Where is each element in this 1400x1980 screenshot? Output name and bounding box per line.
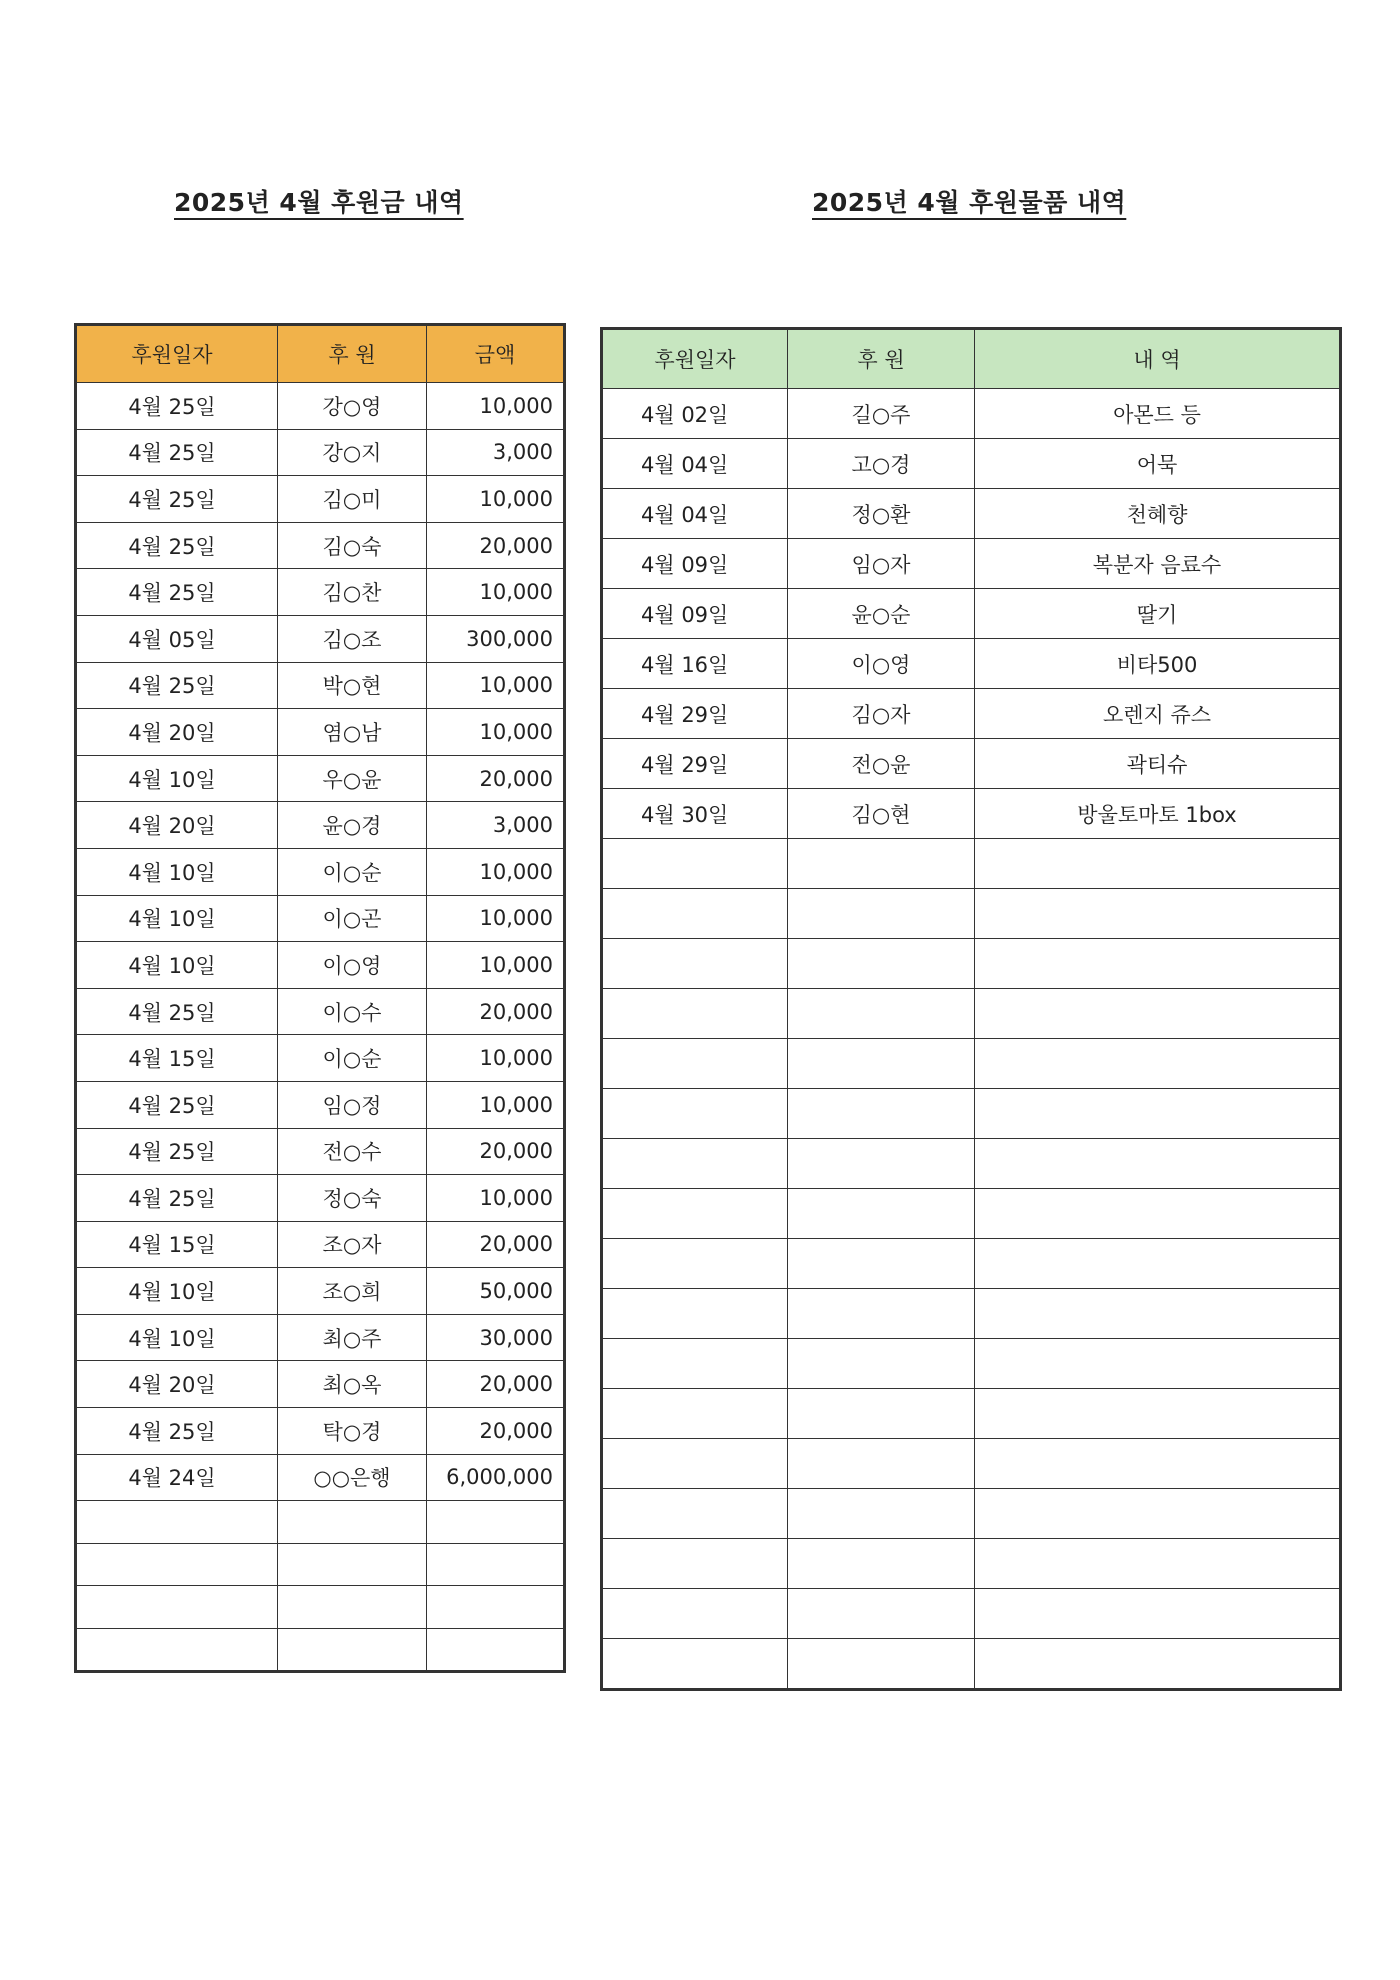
money-cell-date: 4월 10일 <box>76 895 278 942</box>
goods-empty-cell <box>788 1639 975 1690</box>
money-empty-cell <box>76 1586 278 1629</box>
goods-empty-cell <box>602 1589 788 1639</box>
goods-cell-item: 딸기 <box>975 589 1341 639</box>
money-cell-amount: 30,000 <box>427 1314 565 1361</box>
money-cell-date: 4월 10일 <box>76 755 278 802</box>
goods-row <box>602 589 1341 639</box>
goods-empty-cell <box>975 939 1341 989</box>
money-cell-donor: 조○자 <box>278 1221 427 1268</box>
goods-title: 2025년 4월 후원물품 내역 <box>812 188 1127 217</box>
money-header-row <box>76 325 565 383</box>
money-cell-amount: 10,000 <box>427 1081 565 1128</box>
goods-empty-cell <box>975 1539 1341 1589</box>
money-cell-amount: 10,000 <box>427 942 565 989</box>
goods-empty-cell <box>788 1289 975 1339</box>
money-cell-date: 4월 05일 <box>76 615 278 662</box>
money-cell-amount: 20,000 <box>427 1128 565 1175</box>
money-row <box>76 709 565 756</box>
money-cell-donor: 강○영 <box>278 383 427 430</box>
money-row <box>76 1128 565 1175</box>
goods-cell-date: 4월 29일 <box>602 739 788 789</box>
donation-goods-table <box>600 327 1342 1691</box>
goods-row <box>602 389 1341 439</box>
goods-header-donor: 후 원 <box>788 329 975 389</box>
goods-cell-donor: 윤○순 <box>788 589 975 639</box>
money-cell-date: 4월 25일 <box>76 429 278 476</box>
goods-empty-cell <box>788 1589 975 1639</box>
goods-empty-row <box>602 1489 1341 1539</box>
goods-empty-cell <box>788 1439 975 1489</box>
money-empty-cell <box>278 1628 427 1672</box>
goods-empty-cell <box>788 1039 975 1089</box>
goods-row <box>602 489 1341 539</box>
goods-empty-cell <box>602 1039 788 1089</box>
goods-empty-cell <box>975 1289 1341 1339</box>
money-empty-cell <box>427 1543 565 1586</box>
goods-empty-cell <box>788 1539 975 1589</box>
goods-empty-cell <box>602 839 788 889</box>
money-cell-amount: 10,000 <box>427 662 565 709</box>
goods-empty-cell <box>602 939 788 989</box>
money-cell-amount: 3,000 <box>427 429 565 476</box>
goods-empty-cell <box>602 989 788 1039</box>
money-header-amount: 금액 <box>427 325 565 383</box>
donation-money-table <box>74 323 566 1673</box>
money-cell-donor: 윤○경 <box>278 802 427 849</box>
goods-empty-row <box>602 839 1341 889</box>
money-cell-donor: 이○영 <box>278 942 427 989</box>
money-cell-donor: 이○수 <box>278 988 427 1035</box>
money-cell-donor: 박○현 <box>278 662 427 709</box>
money-cell-date: 4월 24일 <box>76 1454 278 1501</box>
money-cell-amount: 10,000 <box>427 895 565 942</box>
goods-empty-row <box>602 939 1341 989</box>
goods-empty-cell <box>788 839 975 889</box>
money-cell-amount: 3,000 <box>427 802 565 849</box>
money-cell-amount: 50,000 <box>427 1268 565 1315</box>
goods-empty-row <box>602 1039 1341 1089</box>
goods-cell-item: 비타500 <box>975 639 1341 689</box>
goods-empty-cell <box>788 1489 975 1539</box>
money-cell-amount: 20,000 <box>427 1408 565 1455</box>
goods-row <box>602 789 1341 839</box>
goods-empty-cell <box>788 1339 975 1389</box>
money-row <box>76 942 565 989</box>
money-row <box>76 615 565 662</box>
money-empty-cell <box>427 1628 565 1672</box>
money-row <box>76 1035 565 1082</box>
goods-row <box>602 539 1341 589</box>
money-cell-date: 4월 10일 <box>76 848 278 895</box>
money-cell-date: 4월 10일 <box>76 1268 278 1315</box>
money-cell-donor: ○○은행 <box>278 1454 427 1501</box>
money-empty-cell <box>76 1628 278 1672</box>
goods-empty-row <box>602 1339 1341 1389</box>
money-cell-amount: 10,000 <box>427 1175 565 1222</box>
goods-empty-cell <box>975 1189 1341 1239</box>
money-cell-donor: 강○지 <box>278 429 427 476</box>
goods-cell-item: 곽티슈 <box>975 739 1341 789</box>
goods-empty-cell <box>602 1289 788 1339</box>
money-row <box>76 1314 565 1361</box>
money-cell-date: 4월 25일 <box>76 1408 278 1455</box>
goods-empty-cell <box>788 939 975 989</box>
money-title: 2025년 4월 후원금 내역 <box>174 188 464 217</box>
goods-cell-donor: 고○경 <box>788 439 975 489</box>
goods-empty-cell <box>602 889 788 939</box>
goods-empty-cell <box>975 1439 1341 1489</box>
money-empty-row <box>76 1586 565 1629</box>
money-row <box>76 1268 565 1315</box>
money-cell-amount: 20,000 <box>427 1221 565 1268</box>
money-cell-donor: 우○윤 <box>278 755 427 802</box>
money-header-donor: 후 원 <box>278 325 427 383</box>
money-cell-amount: 20,000 <box>427 988 565 1035</box>
goods-cell-donor: 전○윤 <box>788 739 975 789</box>
money-empty-row <box>76 1543 565 1586</box>
money-empty-cell <box>427 1586 565 1629</box>
money-cell-date: 4월 10일 <box>76 1314 278 1361</box>
money-row <box>76 1408 565 1455</box>
money-cell-amount: 10,000 <box>427 383 565 430</box>
money-cell-donor: 김○찬 <box>278 569 427 616</box>
money-cell-date: 4월 20일 <box>76 709 278 756</box>
money-cell-amount: 20,000 <box>427 755 565 802</box>
goods-cell-item: 천혜향 <box>975 489 1341 539</box>
money-row <box>76 1221 565 1268</box>
money-cell-amount: 10,000 <box>427 569 565 616</box>
goods-empty-row <box>602 1139 1341 1189</box>
goods-header-date: 후원일자 <box>602 329 788 389</box>
money-row <box>76 895 565 942</box>
goods-cell-donor: 이○영 <box>788 639 975 689</box>
money-row <box>76 988 565 1035</box>
money-cell-amount: 20,000 <box>427 522 565 569</box>
money-cell-amount: 10,000 <box>427 848 565 895</box>
goods-cell-date: 4월 09일 <box>602 539 788 589</box>
goods-empty-row <box>602 1539 1341 1589</box>
money-cell-donor: 정○숙 <box>278 1175 427 1222</box>
goods-empty-row <box>602 889 1341 939</box>
money-cell-donor: 이○순 <box>278 1035 427 1082</box>
money-row <box>76 522 565 569</box>
money-cell-donor: 조○희 <box>278 1268 427 1315</box>
money-cell-amount: 20,000 <box>427 1361 565 1408</box>
goods-empty-cell <box>975 1139 1341 1189</box>
money-cell-amount: 6,000,000 <box>427 1454 565 1501</box>
goods-empty-cell <box>602 1189 788 1239</box>
goods-empty-row <box>602 1439 1341 1489</box>
goods-cell-donor: 임○자 <box>788 539 975 589</box>
money-row <box>76 1175 565 1222</box>
money-cell-date: 4월 15일 <box>76 1221 278 1268</box>
goods-cell-item: 복분자 음료수 <box>975 539 1341 589</box>
goods-empty-cell <box>975 1339 1341 1389</box>
money-cell-donor: 이○순 <box>278 848 427 895</box>
goods-cell-donor: 길○주 <box>788 389 975 439</box>
money-cell-donor: 임○정 <box>278 1081 427 1128</box>
money-row <box>76 755 565 802</box>
goods-empty-row <box>602 1189 1341 1239</box>
goods-empty-cell <box>788 1389 975 1439</box>
goods-empty-cell <box>602 1639 788 1690</box>
goods-empty-cell <box>975 1039 1341 1089</box>
goods-cell-item: 어묵 <box>975 439 1341 489</box>
goods-cell-date: 4월 04일 <box>602 439 788 489</box>
goods-empty-cell <box>788 1239 975 1289</box>
goods-row <box>602 639 1341 689</box>
goods-empty-cell <box>975 1239 1341 1289</box>
money-row <box>76 848 565 895</box>
money-empty-cell <box>76 1501 278 1544</box>
money-empty-row <box>76 1628 565 1672</box>
money-row <box>76 1454 565 1501</box>
money-cell-amount: 10,000 <box>427 1035 565 1082</box>
goods-empty-cell <box>975 989 1341 1039</box>
money-empty-row <box>76 1501 565 1544</box>
goods-empty-row <box>602 1639 1341 1690</box>
money-cell-donor: 염○남 <box>278 709 427 756</box>
money-cell-amount: 300,000 <box>427 615 565 662</box>
money-cell-donor: 김○조 <box>278 615 427 662</box>
money-cell-donor: 김○숙 <box>278 522 427 569</box>
money-cell-donor: 탁○경 <box>278 1408 427 1455</box>
goods-cell-item: 방울토마토 1box <box>975 789 1341 839</box>
goods-cell-date: 4월 16일 <box>602 639 788 689</box>
money-row <box>76 569 565 616</box>
goods-empty-cell <box>602 1389 788 1439</box>
goods-cell-donor: 김○현 <box>788 789 975 839</box>
money-cell-date: 4월 25일 <box>76 1081 278 1128</box>
money-cell-donor: 전○수 <box>278 1128 427 1175</box>
goods-cell-item: 오렌지 쥬스 <box>975 689 1341 739</box>
money-cell-date: 4월 25일 <box>76 522 278 569</box>
goods-empty-cell <box>602 1339 788 1389</box>
goods-cell-donor: 김○자 <box>788 689 975 739</box>
money-row <box>76 383 565 430</box>
goods-cell-date: 4월 02일 <box>602 389 788 439</box>
money-header-date: 후원일자 <box>76 325 278 383</box>
goods-empty-row <box>602 989 1341 1039</box>
goods-empty-cell <box>602 1139 788 1189</box>
goods-empty-cell <box>788 1089 975 1139</box>
money-cell-date: 4월 25일 <box>76 476 278 523</box>
money-cell-date: 4월 15일 <box>76 1035 278 1082</box>
goods-empty-cell <box>788 889 975 939</box>
goods-empty-cell <box>975 889 1341 939</box>
money-row <box>76 429 565 476</box>
money-row <box>76 802 565 849</box>
goods-empty-cell <box>788 1139 975 1189</box>
goods-header-row <box>602 329 1341 389</box>
goods-empty-row <box>602 1239 1341 1289</box>
goods-empty-cell <box>975 839 1341 889</box>
money-cell-date: 4월 25일 <box>76 1128 278 1175</box>
money-cell-date: 4월 25일 <box>76 569 278 616</box>
goods-cell-donor: 정○환 <box>788 489 975 539</box>
goods-cell-date: 4월 30일 <box>602 789 788 839</box>
money-cell-date: 4월 25일 <box>76 383 278 430</box>
goods-empty-cell <box>975 1589 1341 1639</box>
money-row <box>76 476 565 523</box>
money-empty-cell <box>278 1543 427 1586</box>
goods-empty-cell <box>975 1389 1341 1439</box>
money-cell-amount: 10,000 <box>427 476 565 523</box>
money-cell-date: 4월 25일 <box>76 662 278 709</box>
goods-row <box>602 739 1341 789</box>
goods-cell-item: 아몬드 등 <box>975 389 1341 439</box>
money-cell-donor: 최○옥 <box>278 1361 427 1408</box>
goods-empty-row <box>602 1289 1341 1339</box>
money-cell-donor: 최○주 <box>278 1314 427 1361</box>
goods-empty-row <box>602 1589 1341 1639</box>
goods-empty-cell <box>602 1089 788 1139</box>
goods-row <box>602 689 1341 739</box>
money-row <box>76 1081 565 1128</box>
goods-cell-date: 4월 29일 <box>602 689 788 739</box>
money-empty-cell <box>278 1586 427 1629</box>
goods-row <box>602 439 1341 489</box>
goods-empty-cell <box>602 1539 788 1589</box>
goods-empty-cell <box>975 1089 1341 1139</box>
money-row <box>76 1361 565 1408</box>
goods-empty-cell <box>602 1439 788 1489</box>
money-empty-cell <box>76 1543 278 1586</box>
goods-cell-date: 4월 09일 <box>602 589 788 639</box>
goods-empty-cell <box>788 989 975 1039</box>
money-empty-cell <box>278 1501 427 1544</box>
money-cell-amount: 10,000 <box>427 709 565 756</box>
goods-empty-cell <box>788 1189 975 1239</box>
goods-empty-row <box>602 1089 1341 1139</box>
money-cell-donor: 김○미 <box>278 476 427 523</box>
goods-cell-date: 4월 04일 <box>602 489 788 539</box>
money-cell-date: 4월 20일 <box>76 802 278 849</box>
goods-empty-cell <box>975 1489 1341 1539</box>
goods-empty-row <box>602 1389 1341 1439</box>
money-cell-date: 4월 20일 <box>76 1361 278 1408</box>
goods-empty-cell <box>602 1239 788 1289</box>
money-cell-date: 4월 25일 <box>76 1175 278 1222</box>
money-row <box>76 662 565 709</box>
money-cell-date: 4월 25일 <box>76 988 278 1035</box>
money-cell-date: 4월 10일 <box>76 942 278 989</box>
money-empty-cell <box>427 1501 565 1544</box>
goods-empty-cell <box>602 1489 788 1539</box>
goods-empty-cell <box>975 1639 1341 1690</box>
goods-header-item: 내 역 <box>975 329 1341 389</box>
money-cell-donor: 이○곤 <box>278 895 427 942</box>
